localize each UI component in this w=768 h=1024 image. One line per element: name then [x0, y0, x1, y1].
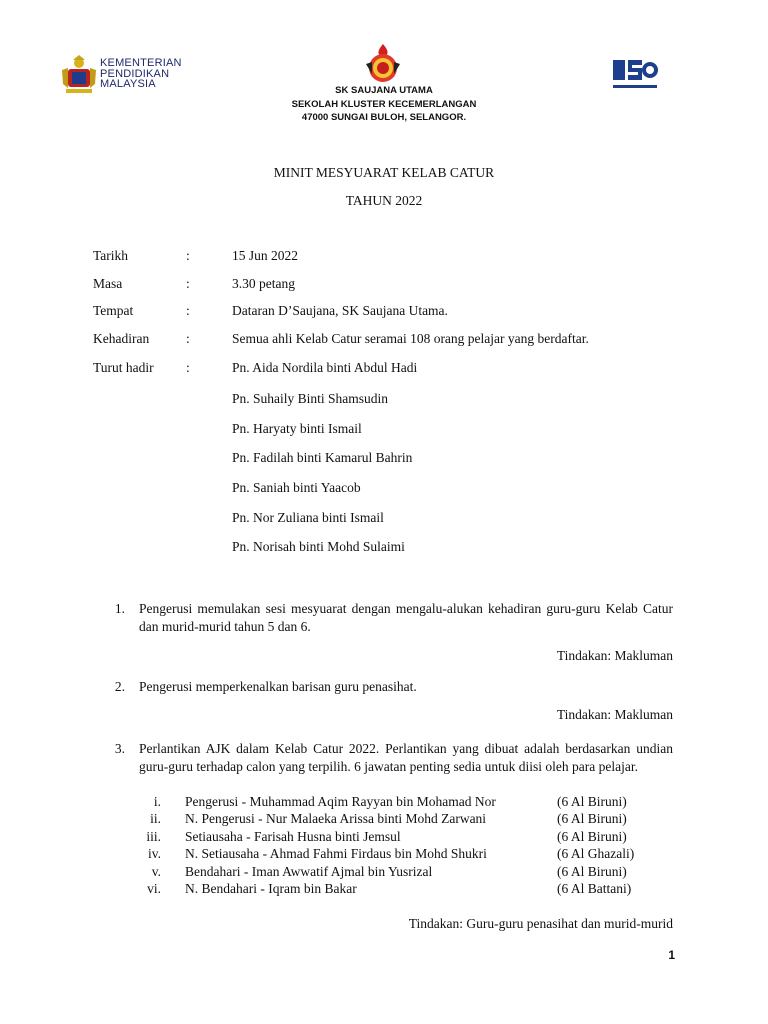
attendee-name: Pn. Norisah binti Mohd Sulaimi: [232, 539, 405, 554]
role-class: (6 Al Biruni): [557, 794, 627, 809]
detail-label-date: Tarikh: [93, 248, 129, 263]
attendee-name: Pn. Suhaily Binti Shamsudin: [232, 391, 389, 406]
role-number: iv.: [148, 846, 161, 861]
role-number: v.: [151, 864, 161, 879]
role-name: N. Pengerusi - Nur Malaeka Arissa binti Mohd Zarwani: [185, 811, 487, 826]
role-number: ii.: [150, 811, 161, 826]
role-class: (6 Al Biruni): [557, 811, 627, 826]
detail-label-time: Masa: [93, 276, 123, 291]
role-name: Bendahari - Iman Awwatif Ajmal bin Yusrizal: [185, 864, 433, 879]
role-name: Pengerusi - Muhammad Aqim Rayyan bin Mohamad Nor: [185, 794, 496, 809]
document-title: MINIT MESYUARAT KELAB CATUR: [273, 165, 495, 180]
detail-value-time: 3.30 petang: [232, 276, 295, 291]
page-number: 1: [668, 948, 675, 962]
detail-colon: :: [186, 303, 190, 318]
item-number: 3.: [114, 741, 125, 756]
ministry-line-1: KEMENTERIAN: [100, 57, 182, 69]
item-action: Tindakan: Makluman: [556, 648, 673, 663]
item-action: Tindakan: Makluman: [556, 707, 673, 722]
attendee-name: Pn. Aida Nordila binti Abdul Hadi: [232, 360, 418, 375]
role-class: (6 Al Biruni): [557, 829, 627, 844]
detail-value-date: 15 Jun 2022: [232, 248, 299, 263]
detail-colon: :: [186, 276, 190, 291]
role-class: (6 Al Ghazali): [557, 846, 635, 861]
role-name: N. Bendahari - Iqram bin Bakar: [185, 881, 357, 896]
item-action: Tindakan: Guru-guru penasihat dan murid-murid: [408, 916, 673, 931]
detail-colon: :: [186, 360, 190, 375]
detail-colon: :: [186, 331, 190, 346]
detail-label-place: Tempat: [93, 303, 134, 318]
school-cluster: SEKOLAH KLUSTER KECEMERLANGAN: [291, 98, 477, 110]
attendee-name: Pn. Haryaty binti Ismail: [232, 421, 362, 436]
school-name: SK SAUJANA UTAMA: [335, 85, 433, 96]
detail-value-place: Dataran D’Saujana, SK Saujana Utama.: [232, 303, 448, 318]
role-number: i.: [153, 794, 161, 809]
school-address: 47000 SUNGAI BULOH, SELANGOR.: [301, 112, 467, 123]
school-address-block: [0, 84, 768, 125]
school-logo: [360, 42, 406, 84]
detail-label-attendance: Kehadiran: [93, 331, 150, 346]
role-number: vi.: [147, 881, 161, 896]
role-class: (6 Al Biruni): [557, 864, 627, 879]
detail-colon: :: [186, 248, 190, 263]
item-text: Perlantikan AJK dalam Kelab Catur 2022. Perlantikan yang dibuat adalah berdasarkan undian guru-guru terhadap calon yang terpilih. 6 jawatan penting sedia untuk diisi oleh para pelajar.: [139, 741, 673, 774]
document-year: TAHUN 2022: [345, 193, 423, 208]
attendee-name: Pn. Nor Zuliana binti Ismail: [232, 510, 384, 525]
item-text: Pengerusi memperkenalkan barisan guru penasihat.: [139, 679, 417, 694]
role-class: (6 Al Battani): [557, 881, 632, 896]
attendee-name: Pn. Saniah binti Yaacob: [232, 480, 361, 495]
detail-label-also-present: Turut hadir: [93, 360, 154, 375]
item-text: Pengerusi memulakan sesi mesyuarat dengan mengalu-alukan kehadiran guru-guru Kelab Catur dan murid-murid tahun 5 dan 6.: [139, 601, 673, 634]
attendee-name: Pn. Fadilah binti Kamarul Bahrin: [232, 450, 413, 465]
ministry-line-2: PENDIDIKAN: [100, 67, 170, 80]
ministry-line-3: MALAYSIA: [100, 78, 156, 90]
role-name: Setiausaha - Farisah Husna binti Jemsul: [185, 829, 401, 844]
detail-value-attendance: Semua ahli Kelab Catur seramai 108 orang pelajar yang berdaftar.: [232, 331, 589, 346]
item-number: 2.: [114, 679, 125, 694]
role-number: iii.: [146, 829, 161, 844]
role-name: N. Setiausaha - Ahmad Fahmi Firdaus bin Mohd Shukri: [185, 846, 487, 861]
item-number: 1.: [114, 601, 125, 616]
